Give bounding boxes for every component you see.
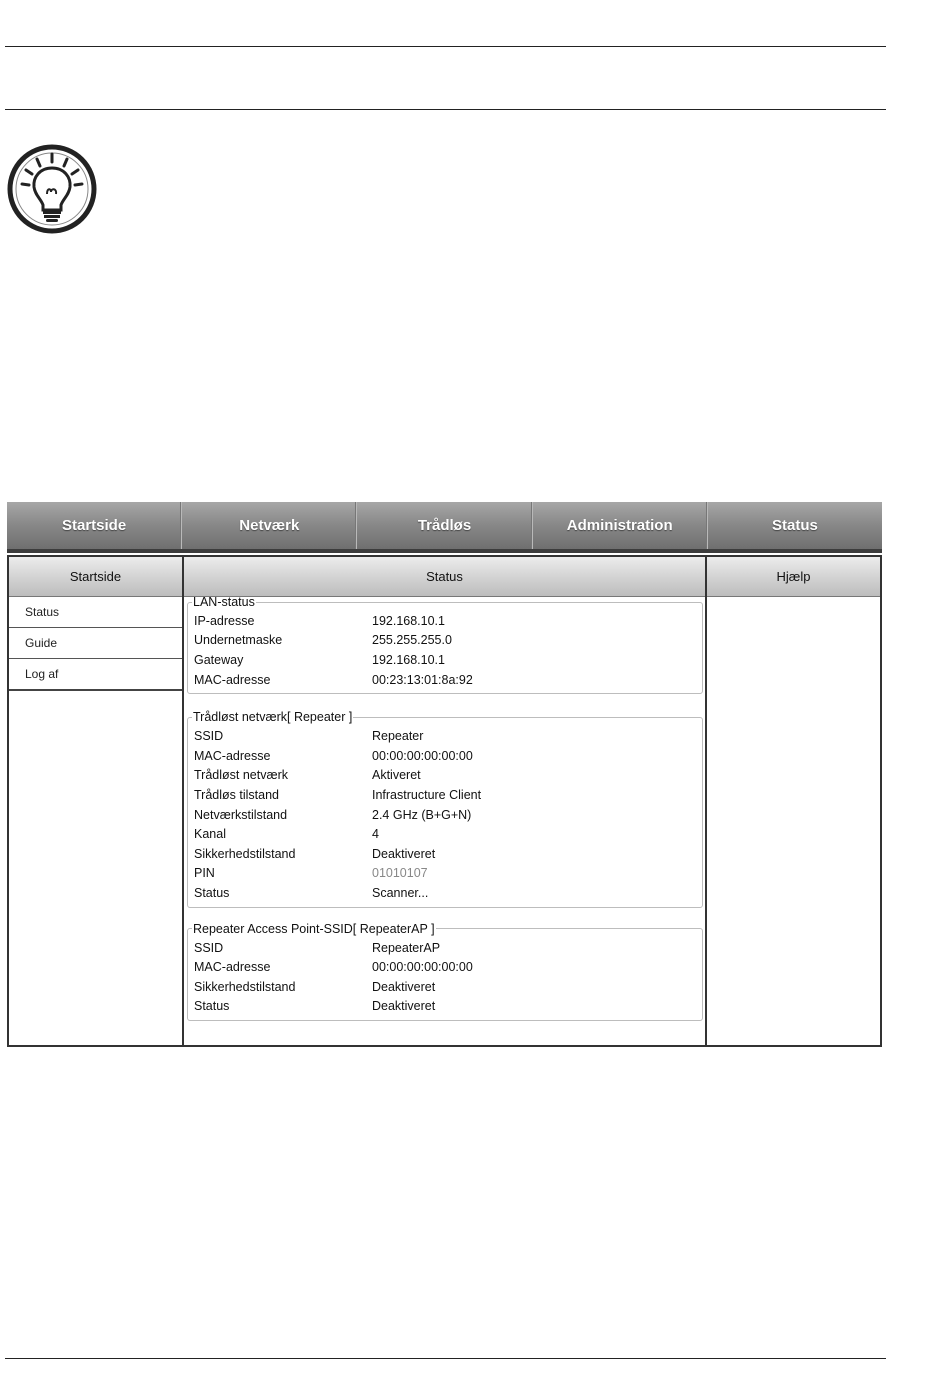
row-label: Sikkerhedstilstand <box>194 979 296 994</box>
row-value: Repeater <box>372 729 424 744</box>
info-row <box>194 805 696 825</box>
left-panel <box>7 555 184 1047</box>
row-label: Status <box>194 999 230 1014</box>
info-row <box>194 997 696 1017</box>
info-row <box>194 824 696 844</box>
row-value: Scanner... <box>372 885 429 900</box>
row-value: 00:23:13:01:8a:92 <box>372 672 473 687</box>
info-row <box>194 726 696 746</box>
nav-status[interactable]: Status <box>771 517 818 534</box>
info-row <box>194 957 696 977</box>
row-label: Sikkerhedstilstand <box>194 846 296 861</box>
menu-item-guide[interactable]: Guide <box>9 628 182 659</box>
section-title: LAN-status <box>193 595 255 609</box>
row-label: Trådløs tilstand <box>194 787 279 802</box>
row-value: 00:00:00:00:00:00 <box>372 960 473 975</box>
row-value: Deaktiveret <box>372 846 436 861</box>
info-row <box>194 864 696 884</box>
pin-value: 01010107 <box>372 866 428 881</box>
row-value: RepeaterAP <box>372 940 441 955</box>
help-panel <box>705 555 882 1047</box>
info-row <box>194 785 696 805</box>
info-row <box>194 631 696 651</box>
row-value: Deaktiveret <box>372 999 436 1014</box>
row-label: SSID <box>194 940 224 955</box>
top-rule <box>5 46 886 47</box>
row-label: Netværkstilstand <box>194 807 288 822</box>
left-panel-header: Startside <box>9 557 182 597</box>
row-label: PIN <box>194 866 215 881</box>
row-label: Undernetmaske <box>194 633 283 648</box>
info-row <box>194 746 696 766</box>
section-title: Trådløst netværk[ Repeater ] <box>193 710 353 725</box>
wireless-repeater-section <box>187 710 703 907</box>
main-panel <box>182 555 707 1047</box>
section-title: Repeater Access Point-SSID[ RepeaterAP ] <box>193 921 435 936</box>
router-web-interface <box>7 502 882 1048</box>
row-value: 192.168.10.1 <box>372 652 445 667</box>
info-row <box>194 938 696 958</box>
row-label: Status <box>194 885 230 900</box>
row-label: Trådløst netværk <box>194 768 289 783</box>
info-row <box>194 670 696 690</box>
nav-startside[interactable]: Startside <box>7 502 182 549</box>
info-row <box>194 883 696 903</box>
row-value: 255.255.255.0 <box>372 633 452 648</box>
nav-administration[interactable]: Administration <box>533 502 708 549</box>
row-label: Kanal <box>194 827 226 842</box>
menu-item-log-af[interactable]: Log af <box>9 659 182 691</box>
row-value: 4 <box>372 827 379 842</box>
menu-item-status[interactable]: Status <box>9 597 182 628</box>
help-panel-header: Hjælp <box>707 557 880 597</box>
bottom-rule <box>5 1358 886 1359</box>
row-label: SSID <box>194 729 224 744</box>
row-value: Aktiveret <box>372 768 421 783</box>
header-rule <box>5 109 886 110</box>
lightbulb-icon <box>7 144 97 234</box>
main-panel-header: Status <box>184 557 705 597</box>
row-label: MAC-adresse <box>194 672 271 687</box>
side-menu <box>9 597 182 691</box>
repeater-ap-section <box>187 922 703 1021</box>
row-label: MAC-adresse <box>194 748 271 763</box>
lan-status-section <box>187 595 703 694</box>
row-value: Infrastructure Client <box>372 787 482 802</box>
row-value: 192.168.10.1 <box>372 613 445 628</box>
nav-tradlos[interactable]: Trådløs <box>357 502 532 549</box>
info-row <box>194 650 696 670</box>
info-row <box>194 611 696 631</box>
row-label: MAC-adresse <box>194 960 271 975</box>
row-value: 00:00:00:00:00:00 <box>372 748 473 763</box>
info-row <box>194 844 696 864</box>
info-row <box>194 766 696 786</box>
info-row <box>194 977 696 997</box>
top-nav <box>7 502 882 553</box>
row-label: IP-adresse <box>194 613 255 628</box>
row-label: Gateway <box>194 652 244 667</box>
nav-netvaerk[interactable]: Netværk <box>182 502 357 549</box>
row-value: Deaktiveret <box>372 979 436 994</box>
row-value: 2.4 GHz (B+G+N) <box>372 807 472 822</box>
